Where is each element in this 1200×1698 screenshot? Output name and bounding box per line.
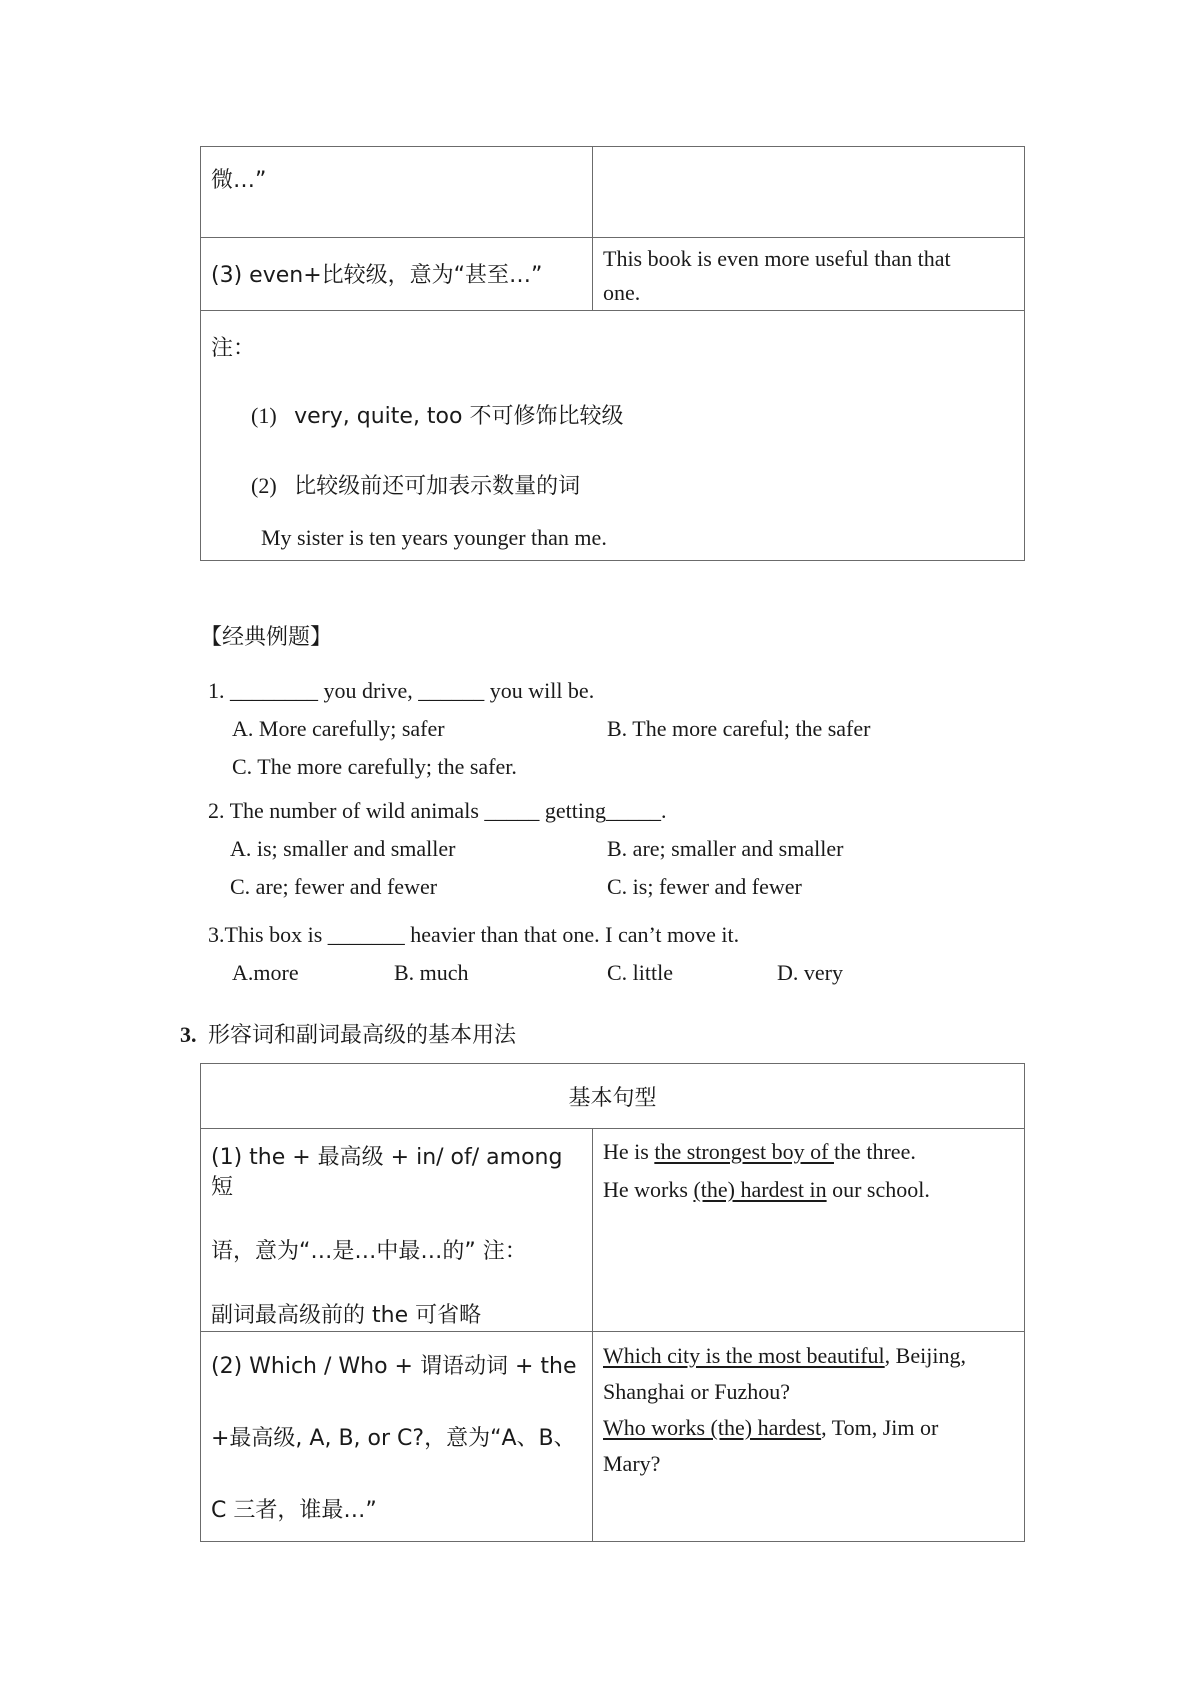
table-cell — [201, 1332, 593, 1542]
option-2c: C. are; fewer and fewer — [230, 874, 438, 899]
example-line: one. — [603, 280, 641, 305]
superlative-table — [200, 1063, 1025, 1542]
question-3: 3.This box is _______ heavier than that one. I can’t move it. — [208, 922, 740, 947]
cell-text: 微…” — [211, 168, 267, 193]
table-cell — [593, 1332, 1025, 1542]
rule-line: (1) the + 最高级 + in/ of/ among 短 — [211, 1145, 563, 1200]
section-title: 形容词和副词最高级的基本用法 — [208, 1023, 517, 1048]
example-text: , Tom, Jim or — [821, 1415, 939, 1440]
note-cell — [201, 311, 1025, 561]
rule-line: C 三者，谁最…” — [211, 1498, 377, 1523]
note-text: very, quite, too 不可修饰比较级 — [294, 404, 624, 429]
table-cell — [593, 238, 1025, 311]
table-header-row — [201, 1064, 1025, 1129]
example-text: , Beijing, — [884, 1343, 966, 1368]
rule-even: (3) even+比较级，意为“甚至…” — [211, 263, 543, 288]
example-line: Shanghai or Fuzhou? — [603, 1379, 790, 1404]
question-2: 2. The number of wild animals _____ getting_____. — [208, 798, 667, 823]
note-item-2 — [251, 469, 580, 500]
table-row — [201, 147, 1025, 238]
option-3a: A.more — [232, 960, 299, 985]
table-row — [201, 311, 1025, 561]
option-2b: B. are; smaller and smaller — [607, 836, 844, 861]
option-1c: C. The more carefully; the safer. — [232, 754, 517, 779]
comparative-table — [200, 146, 1025, 561]
example-text: our school. — [826, 1177, 930, 1202]
option-1b: B. The more careful; the safer — [607, 716, 871, 741]
section-number: 3. — [180, 1022, 197, 1047]
example-underlined: the strongest boy of — [654, 1139, 834, 1164]
example-line: Mary? — [603, 1451, 661, 1476]
table-cell — [201, 238, 593, 311]
table-row — [201, 1129, 1025, 1332]
table-cell — [201, 1129, 593, 1332]
note-text: 比较级前还可加表示数量的词 — [294, 474, 581, 499]
example-text: He works — [603, 1177, 694, 1202]
rule-line: +最高级, A, B, or C?，意为“A、B、 — [211, 1426, 576, 1451]
option-2d: C. is; fewer and fewer — [607, 874, 802, 899]
examples-heading: 【经典例题】 — [200, 625, 333, 650]
example-line — [603, 1410, 1024, 1446]
section-heading — [180, 1018, 516, 1049]
option-3d: D. very — [777, 960, 843, 985]
rule-line: 语，意为“…是…中最…的” 注： — [211, 1239, 527, 1264]
table-cell — [593, 1129, 1025, 1332]
rule-line: (2) Which / Who + 谓语动词 + the — [211, 1354, 577, 1379]
example-underlined: Who works (the) hardest — [603, 1415, 822, 1440]
table-cell — [201, 147, 593, 238]
option-1a: A. More carefully; safer — [232, 716, 445, 741]
example-underlined: (the) hardest in — [693, 1177, 827, 1202]
note-item-1 — [251, 399, 623, 430]
note-title: 注： — [211, 336, 256, 361]
note-number: (2) — [251, 473, 277, 498]
table-cell — [593, 147, 1025, 238]
example-line — [603, 1171, 1014, 1209]
option-3c: C. little — [607, 960, 673, 985]
example-text: the three. — [833, 1139, 916, 1164]
note-number: (1) — [251, 403, 277, 428]
example-underlined: Which city is the most beautiful — [603, 1343, 885, 1368]
table-row — [201, 1332, 1025, 1542]
example-line: This book is even more useful than that — [603, 246, 951, 271]
option-2a: A. is; smaller and smaller — [230, 836, 456, 861]
question-1: 1. ________ you drive, ______ you will be. — [208, 678, 595, 703]
option-3b: B. much — [394, 960, 469, 985]
example-text: He is — [603, 1139, 655, 1164]
example-line — [603, 1133, 1014, 1171]
note-example: My sister is ten years younger than me. — [261, 525, 607, 550]
table-row — [201, 238, 1025, 311]
rule-line: 副词最高级前的 the 可省略 — [211, 1303, 482, 1328]
table-header: 基本句型 — [201, 1064, 1025, 1129]
example-line — [603, 1338, 1024, 1374]
